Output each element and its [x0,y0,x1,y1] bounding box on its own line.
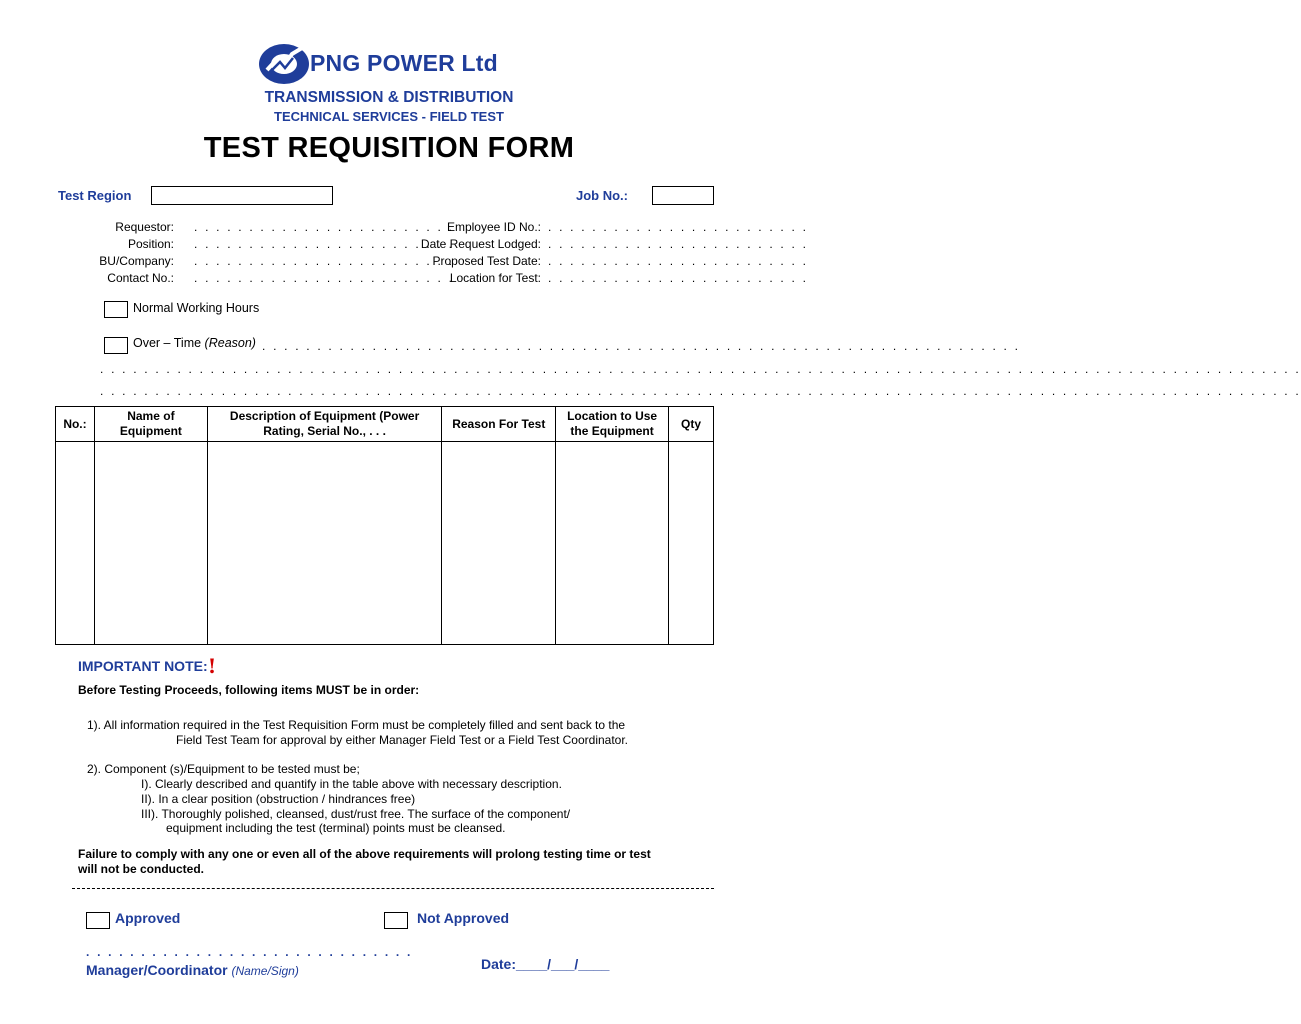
table-row [56,442,714,645]
test-region-input[interactable] [151,186,333,205]
contact-no-label: Contact No.: [107,271,174,285]
note-item-2-sub-1: I). Clearly described and quantify in the table above with necessary description. [141,777,562,791]
contact-no-field[interactable]: . . . . . . . . . . . . . . . . . . . . . . . . [194,271,455,285]
col-reason: Reason For Test [442,407,556,442]
bu-company-field[interactable]: . . . . . . . . . . . . . . . . . . . . . . . . [194,254,455,268]
cell-location[interactable] [556,442,669,645]
note-item-1-cont: Field Test Team for approval by either Manager Field Test or a Field Test Coordinator. [176,733,629,747]
department-heading: TECHNICAL SERVICES - FIELD TEST [274,109,504,124]
cell-description[interactable] [207,442,442,645]
job-no-input[interactable] [652,186,714,205]
warning-line-2: will not be conducted. [78,862,204,876]
overtime-reason-field[interactable]: . . . . . . . . . . . . . . . . . . . . . . . . . . . . . . . . . . . . . . . . . . . . . . . . . . . . . . . . . . . . . . . . . . . . . [262,339,1021,353]
employee-id-field[interactable]: . . . . . . . . . . . . . . . . . . . . . . . . [548,220,809,234]
date-lodged-field[interactable]: . . . . . . . . . . . . . . . . . . . . . . . . [548,237,809,251]
overtime-checkbox[interactable] [104,337,128,354]
normal-hours-label: Normal Working Hours [133,301,260,315]
cell-reason[interactable] [442,442,556,645]
bu-company-label: BU/Company: [99,254,174,268]
position-label: Position: [127,237,174,251]
note-item-2-sub-2: II). In a clear position (obstruction / hindrances free) [141,792,416,806]
exclamation-icon: ! [207,654,217,678]
normal-hours-checkbox[interactable] [104,301,128,318]
company-name: PNG POWER Ltd [310,50,498,76]
approved-label: Approved [115,910,181,926]
requestor-field[interactable]: . . . . . . . . . . . . . . . . . . . . . . . . [194,220,455,234]
note-item-1: 1). All information required in the Test Requisition Form must be completely filled and sent back to the [87,718,626,732]
cell-qty[interactable] [669,442,714,645]
division-heading: TRANSMISSION & DISTRIBUTION [264,89,514,106]
warning-line-1: Failure to comply with any one or even all of the above requirements will prolong testing time or test [78,847,651,861]
note-intro: Before Testing Proceeds, following items MUST be in order: [78,683,420,697]
location-label: Location for Test: [449,271,541,285]
overtime-label: Over – Time (Reason) [133,336,256,350]
note-item-2: 2). Component (s)/Equipment to be tested must be; [87,762,360,776]
form-title: TEST REQUISITION FORM [203,132,575,164]
note-item-2-sub-3-cont: equipment including the test (terminal) points must be cleansed. [166,821,506,835]
overtime-reason-line-3[interactable]: . . . . . . . . . . . . . . . . . . . . . . . . . . . . . . . . . . . . . . . . . . . . . . . . . . . . . . . . . . . . . . . . . . . . . . . . . . . . . . . . . . . . . . . . . . . . . . . . . . . . . . . . . . . . . [100,384,1301,398]
name-sign-label: (Name/Sign) [231,964,299,978]
separator-line [72,888,714,889]
location-field[interactable]: . . . . . . . . . . . . . . . . . . . . . . . . [548,271,809,285]
manager-signature-line[interactable]: . . . . . . . . . . . . . . . . . . . . . . . . . . . . . . [86,945,413,959]
col-location: Location to Use the Equipment [556,407,669,442]
equipment-table [55,406,714,645]
important-note-heading: IMPORTANT NOTE:! [78,654,217,678]
col-qty: Qty [669,407,714,442]
approved-checkbox[interactable] [86,912,110,929]
cell-name[interactable] [94,442,207,645]
col-description: Description of Equipment (Power Rating, Serial No., . . . [207,407,442,442]
overtime-reason-line-2[interactable]: . . . . . . . . . . . . . . . . . . . . . . . . . . . . . . . . . . . . . . . . . . . . . . . . . . . . . . . . . . . . . . . . . . . . . . . . . . . . . . . . . . . . . . . . . . . . . . . . . . . . . . . . . . . . . [100,362,1301,376]
date-lodged-label: Date Request Lodged: [420,237,541,251]
test-region-label: Test Region [58,188,132,203]
requestor-label: Requestor: [115,220,174,234]
not-approved-checkbox[interactable] [384,912,408,929]
png-power-logo-icon [258,40,310,88]
employee-id-label: Employee ID No.: [446,220,541,234]
overtime-reason-label: (Reason) [204,336,256,350]
col-name: Name of Equipment [94,407,207,442]
not-approved-label: Not Approved [417,910,510,926]
col-no: No.: [56,407,95,442]
date-field[interactable]: Date:____/___/____ [481,956,610,972]
proposed-date-field[interactable]: . . . . . . . . . . . . . . . . . . . . . . . . [548,254,809,268]
proposed-date-label: Proposed Test Date: [432,254,541,268]
position-field[interactable]: . . . . . . . . . . . . . . . . . . . . . . . . [194,237,455,251]
note-item-2-sub-3: III). Thoroughly polished, cleansed, dust/rust free. The surface of the component/ [141,807,571,821]
job-no-label: Job No.: [576,188,628,203]
cell-no[interactable] [56,442,95,645]
table-header-row [56,407,714,442]
manager-label: Manager/Coordinator (Name/Sign) [86,962,299,978]
